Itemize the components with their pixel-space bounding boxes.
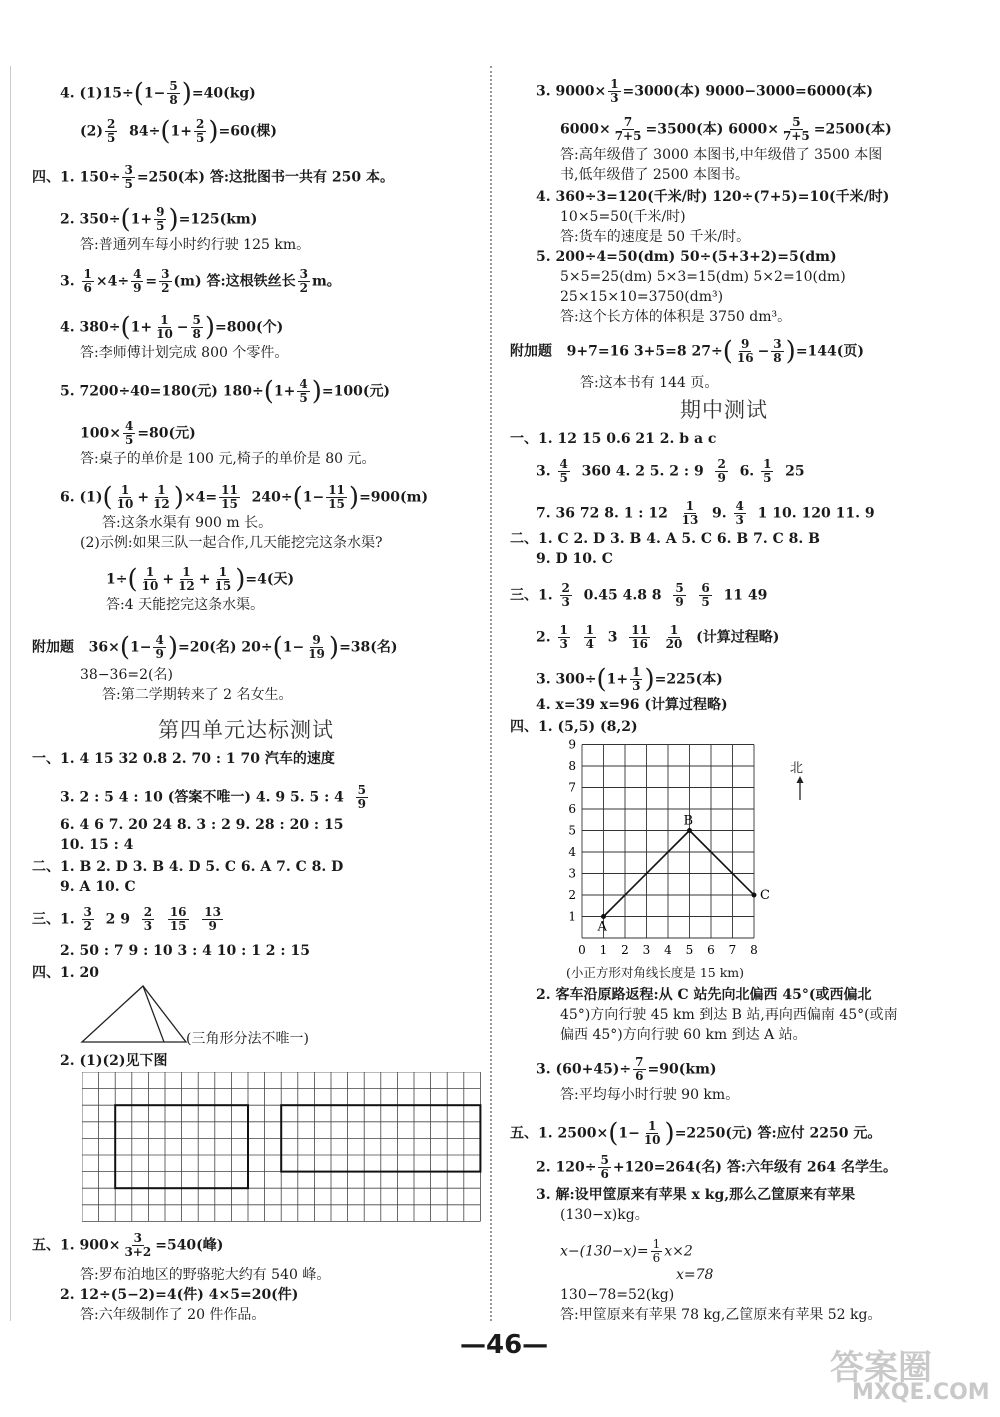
- watermark-url: MXQE.COM: [852, 1380, 990, 1405]
- point-label-b: B: [683, 813, 694, 829]
- north-arrow-icon: [795, 776, 805, 800]
- m-ii: 二、1. C 2. D 3. B 4. A 5. C 6. B 7. C 8. B: [510, 531, 820, 547]
- m-iv2-2: 45°)方向行驶 45 km 到达 B 站,再向西偏南 45°(或南: [560, 1007, 898, 1023]
- u4-v2: 2. 12÷(5−2)=4(件) 4×5=20(件): [60, 1287, 299, 1303]
- m-v3-answer: 答:甲筐原来有苹果 78 kg,乙筐原来有苹果 52 kg。: [560, 1307, 882, 1323]
- watermark-text: 答案圈: [830, 1348, 932, 1388]
- point-c: [752, 893, 757, 898]
- unit4-title: 第四单元达标测试: [158, 718, 334, 742]
- page-number: —46—: [460, 1330, 549, 1360]
- right-extra: 附加题 9+7=16 3+5=8 27÷( $\frac{9}{16}$ − $\frac{3}{8}$ )=144(页): [510, 336, 865, 367]
- r3-answer-1: 答:高年级借了 3000 本图书,中年级借了 3500 本图: [560, 147, 883, 163]
- point-a: [601, 914, 606, 919]
- x-tick-label: 5: [685, 943, 694, 957]
- point-b: [687, 828, 692, 833]
- drawing-grid: [82, 1072, 482, 1224]
- m-iii2: 2. $\frac{1}{3}$ $\frac{1}{4}$ 3 $\frac{11}{16}$ $\frac{1}{20}$ (计算过程略): [536, 623, 780, 651]
- x-tick-label: 4: [664, 943, 672, 957]
- x-tick-label: 0: [578, 943, 586, 957]
- m-iii1: 三、1. $\frac{2}{3}$ 0.45 4.8 8 $\frac{5}{9}$ $\frac{6}{5}$ 11 49: [510, 581, 768, 609]
- u4-iii2: 2. 50 : 7 9 : 10 3 : 4 10 : 1 2 : 15: [60, 943, 310, 959]
- r5-2: 5×5=25(dm) 5×3=15(dm) 5×2=10(dm): [560, 269, 846, 285]
- r5-1: 5. 200÷4=50(dm) 50÷(5+3+2)=5(dm): [536, 249, 837, 265]
- midterm-title: 期中测试: [680, 398, 768, 422]
- y-tick-label: 5: [568, 823, 576, 838]
- u4-iv2: 2. (1)(2)见下图: [60, 1053, 168, 1069]
- point-label-c: C: [760, 888, 770, 903]
- m-v3-5: 130−78=52(kg): [560, 1287, 675, 1303]
- r4-1: 4. 360÷3=120(千米/时) 120÷(7+5)=10(千米/时): [536, 189, 890, 205]
- s4-5b: 100× $\frac{4}{5}$ =80(元): [80, 419, 196, 447]
- coordinate-grid: [560, 738, 800, 962]
- s4-1: 四、1. 150÷ $\frac{3}{5}$ =250(本) 答:这批图书一共有 250 本。: [32, 163, 395, 191]
- m-iii3: 3. 300÷(1+ $\frac{1}{3}$ )=225(本): [536, 664, 723, 695]
- u4-iv1: 四、1. 20: [32, 965, 99, 981]
- x-tick-label: 7: [728, 943, 737, 957]
- m-iv3: 3. (60+45)÷ $\frac{7}{6}$ =90(km): [536, 1055, 717, 1083]
- s4-6-2-answer: 答:4 天能挖完这条水渠。: [106, 597, 265, 613]
- m3: 3. $\frac{4}{5}$ 360 4. 2 5. 2 : 9 $\frac{2}{9}$ 6. $\frac{1}{5}$ 25: [536, 457, 805, 485]
- s4-5-answer: 答:桌子的单价是 100 元,椅子的单价是 80 元。: [80, 451, 376, 467]
- m-iv3-answer: 答:平均每小时行驶 90 km。: [560, 1087, 740, 1103]
- m-v3-4: x=78: [676, 1267, 714, 1283]
- s4-6-1: 6. (1)( $\frac{1}{10}$ + $\frac{1}{12}$ )×4= $\frac{11}{15}$ 240÷(1− $\frac{11}{15}$ )=900(m): [60, 482, 429, 513]
- u4-v1: 五、1. 900× $\frac{3}{3+2}$ =540(峰): [32, 1231, 224, 1259]
- left-margin-line: [10, 66, 11, 1321]
- m1: 一、1. 12 15 0.6 21 2. b a c: [510, 431, 717, 447]
- column-divider: [490, 66, 492, 1321]
- north-label: 北: [790, 761, 804, 776]
- u4-ii: 二、1. B 2. D 3. B 4. D 5. C 6. A 7. C 8. D: [32, 859, 344, 875]
- s4-6-2b: 1÷( $\frac{1}{10}$ + $\frac{1}{12}$ + $\frac{1}{15}$ )=4(天): [106, 564, 295, 595]
- s4-2: 2. 350÷(1+ $\frac{9}{5}$ )=125(km): [60, 204, 258, 235]
- m-v3-3: x−(130−x)= $\frac{1}{6}$ x×2: [560, 1237, 693, 1265]
- r3b: 6000× $\frac{7}{7+5}$ =3500(本) 6000× $\frac{5}{7+5}$ =2500(本): [560, 115, 892, 143]
- y-tick-label: 3: [568, 866, 576, 881]
- m-v3-1: 3. 解:设甲筐原来有苹果 x kg,那么乙筐原来有苹果: [536, 1187, 856, 1203]
- left-extra: 附加题 36×(1− $\frac{4}{9}$ )=20(名) 20÷(1− $\frac{9}{19}$ )=38(名): [32, 632, 398, 663]
- s4-6-2: (2)示例:如果三队一起合作,几天能挖完这条水渠?: [80, 535, 383, 551]
- u4-10: 10. 15 : 4: [60, 837, 134, 853]
- s4-3: 3. $\frac{1}{6}$ ×4÷ $\frac{4}{9}$ = $\frac{3}{2}$ (m) 答:这根铁丝长 $\frac{3}{2}$ m。: [60, 267, 341, 295]
- u4-ii9: 9. A 10. C: [60, 879, 136, 895]
- u4-iii1: 三、1. $\frac{3}{2}$ 2 9 $\frac{2}{3}$ $\frac{16}{15}$ $\frac{13}{9}$: [32, 905, 221, 933]
- y-tick-label: 4: [568, 845, 576, 859]
- m-v1: 五、1. 2500×(1− $\frac{1}{10}$ )=2250(元) 答:应付 2250 元。: [510, 1118, 882, 1149]
- m-v2: 2. 120÷ $\frac{5}{6}$ +120=264(名) 答:六年级有 264 名学生。: [536, 1153, 897, 1181]
- u4-6: 6. 4 6 7. 20 24 8. 3 : 2 9. 28 : 20 : 15: [60, 817, 344, 833]
- r4-2: 10×5=50(千米/时): [560, 209, 686, 225]
- m-iv2-1: 2. 客车沿原路返程:从 C 站先向北偏西 45°(或西偏北: [536, 987, 872, 1003]
- point-label-a: A: [597, 919, 607, 935]
- x-tick-label: 2: [621, 943, 629, 957]
- r3-answer-2: 书,低年级借了 2500 本图书。: [560, 167, 749, 183]
- r5-answer: 答:这个长方体的体积是 3750 dm³。: [560, 309, 792, 325]
- m-ii9: 9. D 10. C: [536, 551, 613, 567]
- frac: $\frac{5}{8}$: [169, 79, 178, 107]
- y-tick-label: 1: [568, 909, 576, 924]
- triangle-figure: [80, 984, 190, 1046]
- u4-3: 3. 2 : 5 4 : 10 (答案不唯一) 4. 9 5. 5 : 4 $\frac{5}{9}$: [60, 783, 366, 811]
- x-tick-label: 6: [707, 943, 715, 957]
- s4-4-answer: 答:李师傅计划完成 800 个零件。: [80, 345, 289, 361]
- right-extra-answer: 答:这本书有 144 页。: [580, 375, 719, 391]
- m-iii4: 4. x=39 x=96 (计算过程略): [536, 697, 728, 713]
- left-extra-answer: 答:第二学期转来了 2 名女生。: [102, 687, 293, 703]
- u4-1: 一、1. 4 15 32 0.8 2. 70 : 1 70 汽车的速度: [32, 751, 335, 767]
- m-iv1: 四、1. (5,5) (8,2): [510, 719, 638, 735]
- s4-2-answer: 答:普通列车每小时约行驶 125 km。: [80, 237, 311, 253]
- r5-3: 25×15×10=3750(dm³): [560, 289, 724, 305]
- y-tick-label: 2: [568, 888, 576, 902]
- triangle-note: (三角形分法不唯一): [186, 1031, 309, 1047]
- m-iv2-3: 偏西 45°)方向行驶 60 km 到达 A 站。: [560, 1027, 807, 1043]
- x-tick-label: 8: [750, 943, 758, 957]
- y-tick-label: 7: [568, 780, 576, 795]
- x-tick-label: 1: [599, 943, 608, 957]
- u4-v2-answer: 答:六年级制作了 20 件作品。: [80, 1307, 266, 1323]
- s4-4: 4. 380÷(1+ $\frac{1}{10}$ − $\frac{5}{8}$ )=800(个): [60, 312, 284, 343]
- r4-answer: 答:货车的速度是 50 千米/时。: [560, 229, 751, 245]
- route-segment: [690, 831, 755, 896]
- q4-2: (2) $\frac{2}{5}$ 84÷(1+ $\frac{2}{5}$ )=60(棵): [80, 116, 277, 147]
- m7: 7. 36 72 8. 1 : 12 $\frac{1}{13}$ 9. $\frac{4}{3}$ 1 10. 120 11. 9: [536, 499, 875, 527]
- x-tick-label: 3: [642, 943, 651, 957]
- grid-note: (小正方形对角线长度是 15 km): [566, 965, 745, 980]
- s4-5: 5. 7200÷40=180(元) 180÷(1+ $\frac{4}{5}$ )=100(元): [60, 376, 391, 407]
- u4-v1-answer: 答:罗布泊地区的野骆驼大约有 540 峰。: [80, 1267, 331, 1283]
- q4-1: 4. (1)15÷(1− $\frac{5}{8}$ )=40(kg): [60, 78, 256, 109]
- r3: 3. 9000× $\frac{1}{3}$ =3000(本) 9000−3000=6000(本): [536, 77, 873, 105]
- left-extra-b: 38−36=2(名): [80, 667, 173, 683]
- y-tick-label: 6: [568, 802, 576, 816]
- s4-6-answer: 答:这条水渠有 900 m 长。: [102, 515, 273, 531]
- y-tick-label: 8: [568, 759, 576, 773]
- m-v3-2: (130−x)kg。: [560, 1207, 649, 1223]
- y-tick-label: 9: [568, 738, 576, 752]
